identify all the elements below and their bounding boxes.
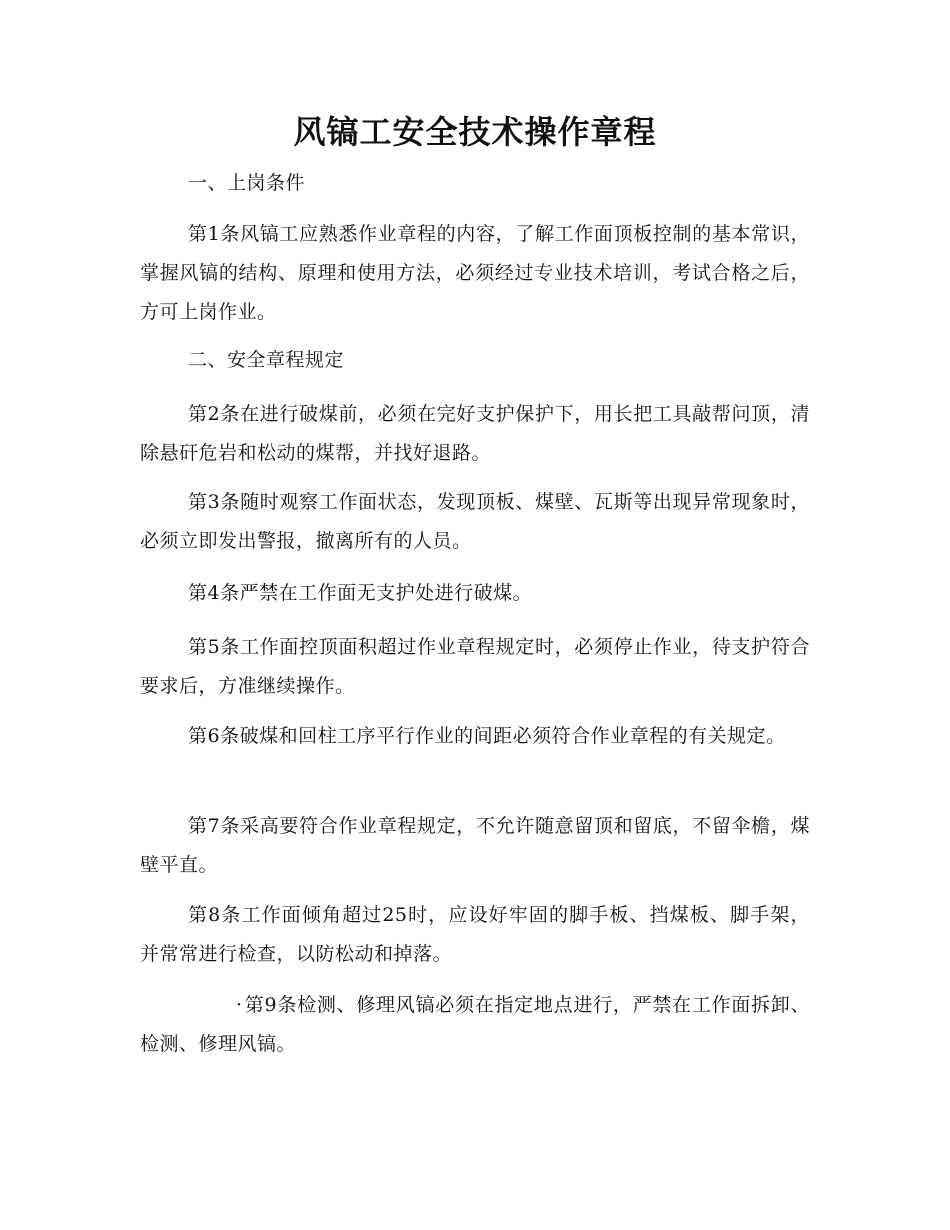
- section-heading-qualifications: 一、上岗条件: [188, 172, 306, 194]
- article-3: 第3条随时观察工作面状态，发现顶板、煤壁、瓦斯等出现异常现象时，必须立即发出警报，撤离所有的人员。: [140, 491, 810, 552]
- section-heading-safety-rules: 二、安全章程规定: [188, 349, 345, 371]
- document-title: 风镐工安全技术操作章程: [293, 113, 657, 151]
- article-4: 第4条严禁在工作面无支护处进行破煤。: [188, 582, 533, 604]
- article-8: 第8条工作面倾角超过25时，应设好牢固的脚手板、挡煤板、脚手架，并常常进行检查，以防松动和掉落。: [140, 904, 810, 965]
- article-2: 第2条在进行破煤前，必须在完好支护保护下，用长把工具敲帮问顶，清除悬矸危岩和松动的煤帮，并找好退路。: [140, 403, 810, 464]
- article-7: 第7条采高要符合作业章程规定，不允许随意留顶和留底，不留伞檐，煤壁平直。: [140, 815, 810, 876]
- article-6: 第6条破煤和回柱工序平行作业的间距必须符合作业章程的有关规定。: [188, 725, 786, 747]
- article-9: [140, 986, 810, 1064]
- article-5: 第5条工作面控顶面积超过作业章程规定时，必须停止作业，待支护符合要求后，方准继续操作。: [140, 636, 810, 697]
- bullet-marker: ·: [236, 994, 243, 1016]
- article-1: 第1条风镐工应熟悉作业章程的内容，了解工作面顶板控制的基本常识，掌握风镐的结构、原理和使用方法，必须经过专业技术培训，考试合格之后，方可上岗作业。: [140, 223, 810, 323]
- article-9-text: 第9条检测、修理风镐必须在指定地点进行，严禁在工作面拆卸、检测、修理风镐。: [140, 994, 810, 1055]
